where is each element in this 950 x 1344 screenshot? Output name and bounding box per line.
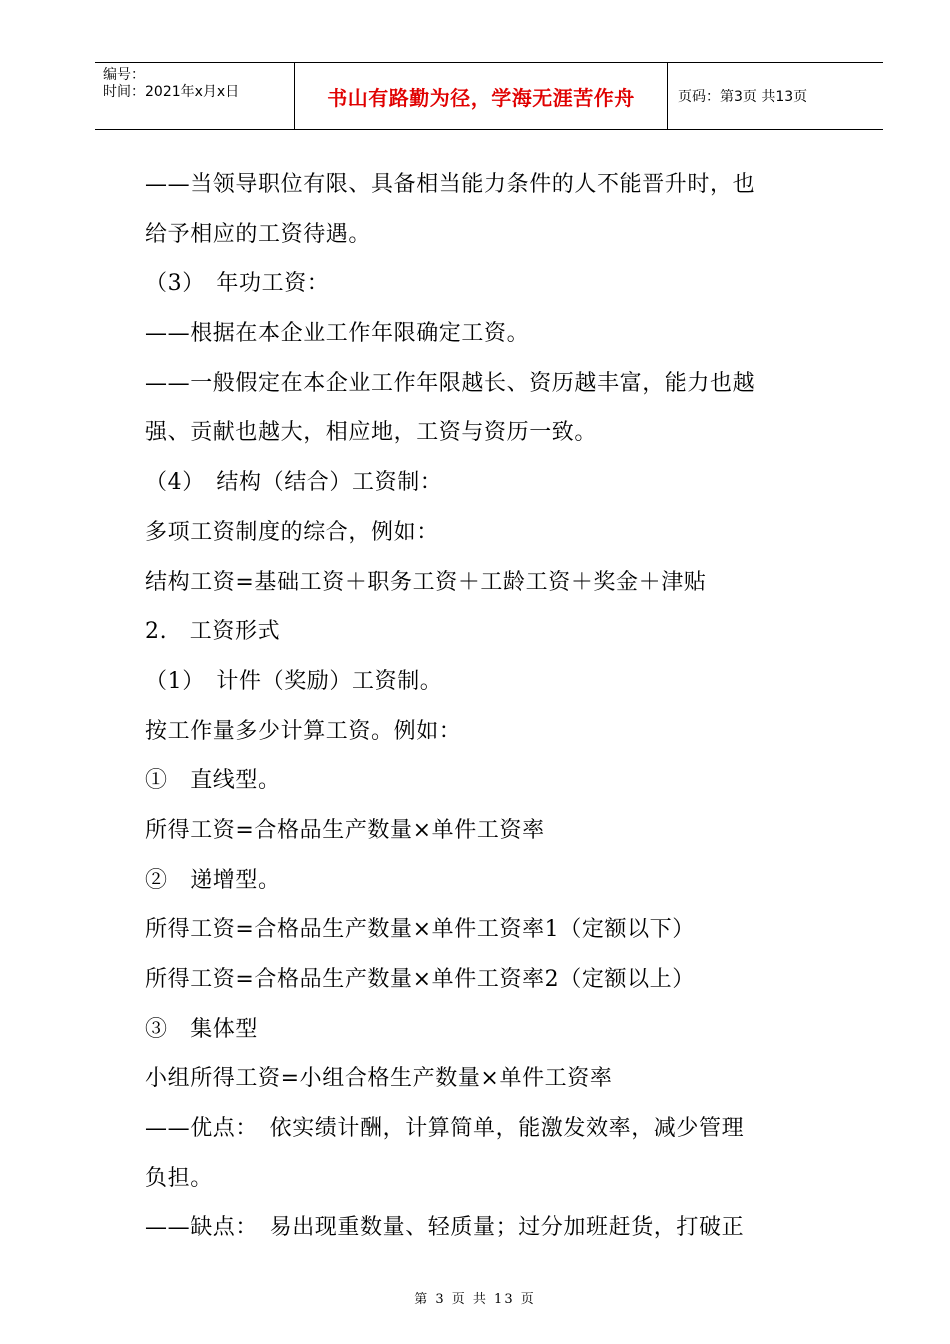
body-line: 负担。 (145, 1165, 213, 1191)
section-heading: （3） 年功工资： (145, 271, 330, 297)
body-line: ——一般假定在本企业工作年限越长、资历越丰富，能力也越 (145, 370, 756, 396)
section-heading: 2. 工资形式 (145, 619, 281, 645)
body-line: 强、贡献也越大，相应地，工资与资历一致。 (145, 420, 598, 446)
section-heading: （4） 结构（结合）工资制： (145, 470, 443, 496)
formula-line: 小组所得工资=小组合格生产数量×单件工资率 (145, 1066, 613, 1092)
page-footer: 第 3 页 共 13 页 (414, 1292, 536, 1307)
body-line: 给予相应的工资待遇。 (145, 221, 372, 247)
header-motto: 书山有路勤为径，学海无涯苦作舟 (295, 63, 668, 129)
body-line: 多项工资制度的综合，例如： (145, 519, 439, 545)
header-page-number: 页码：第3页 共13页 (678, 89, 808, 105)
formula-line: 所得工资=合格品生产数量×单件工资率2（定额以上） (145, 967, 695, 992)
formula-line: 结构工资=基础工资＋职务工资＋工龄工资＋奖金＋津贴 (145, 569, 707, 595)
header-time: 时间：2021年x月x日 (103, 84, 240, 100)
list-item: ② 递增型。 (145, 867, 281, 893)
list-item: ③ 集体型 (145, 1016, 259, 1042)
document-body (145, 160, 845, 1253)
header-meta (95, 63, 295, 129)
body-line: ——缺点： 易出现重数量、轻质量；过分加班赶货，打破正 (145, 1215, 745, 1241)
section-heading: （1） 计件（奖励）工资制。 (145, 668, 443, 694)
body-line: 按工作量多少计算工资。例如： (145, 718, 462, 744)
formula-line: 所得工资=合格品生产数量×单件工资率 (145, 817, 545, 843)
page-header (95, 62, 883, 130)
formula-line: 所得工资=合格品生产数量×单件工资率1（定额以下） (145, 917, 695, 943)
body-line: ——根据在本企业工作年限确定工资。 (145, 321, 530, 347)
header-number: 编号： (103, 67, 145, 83)
body-line: ——当领导职位有限、具备相当能力条件的人不能晋升时，也 (145, 172, 756, 197)
body-line: ——优点： 依实绩计酬，计算简单，能激发效率，减少管理 (145, 1116, 745, 1142)
list-item: ① 直线型。 (145, 768, 281, 794)
